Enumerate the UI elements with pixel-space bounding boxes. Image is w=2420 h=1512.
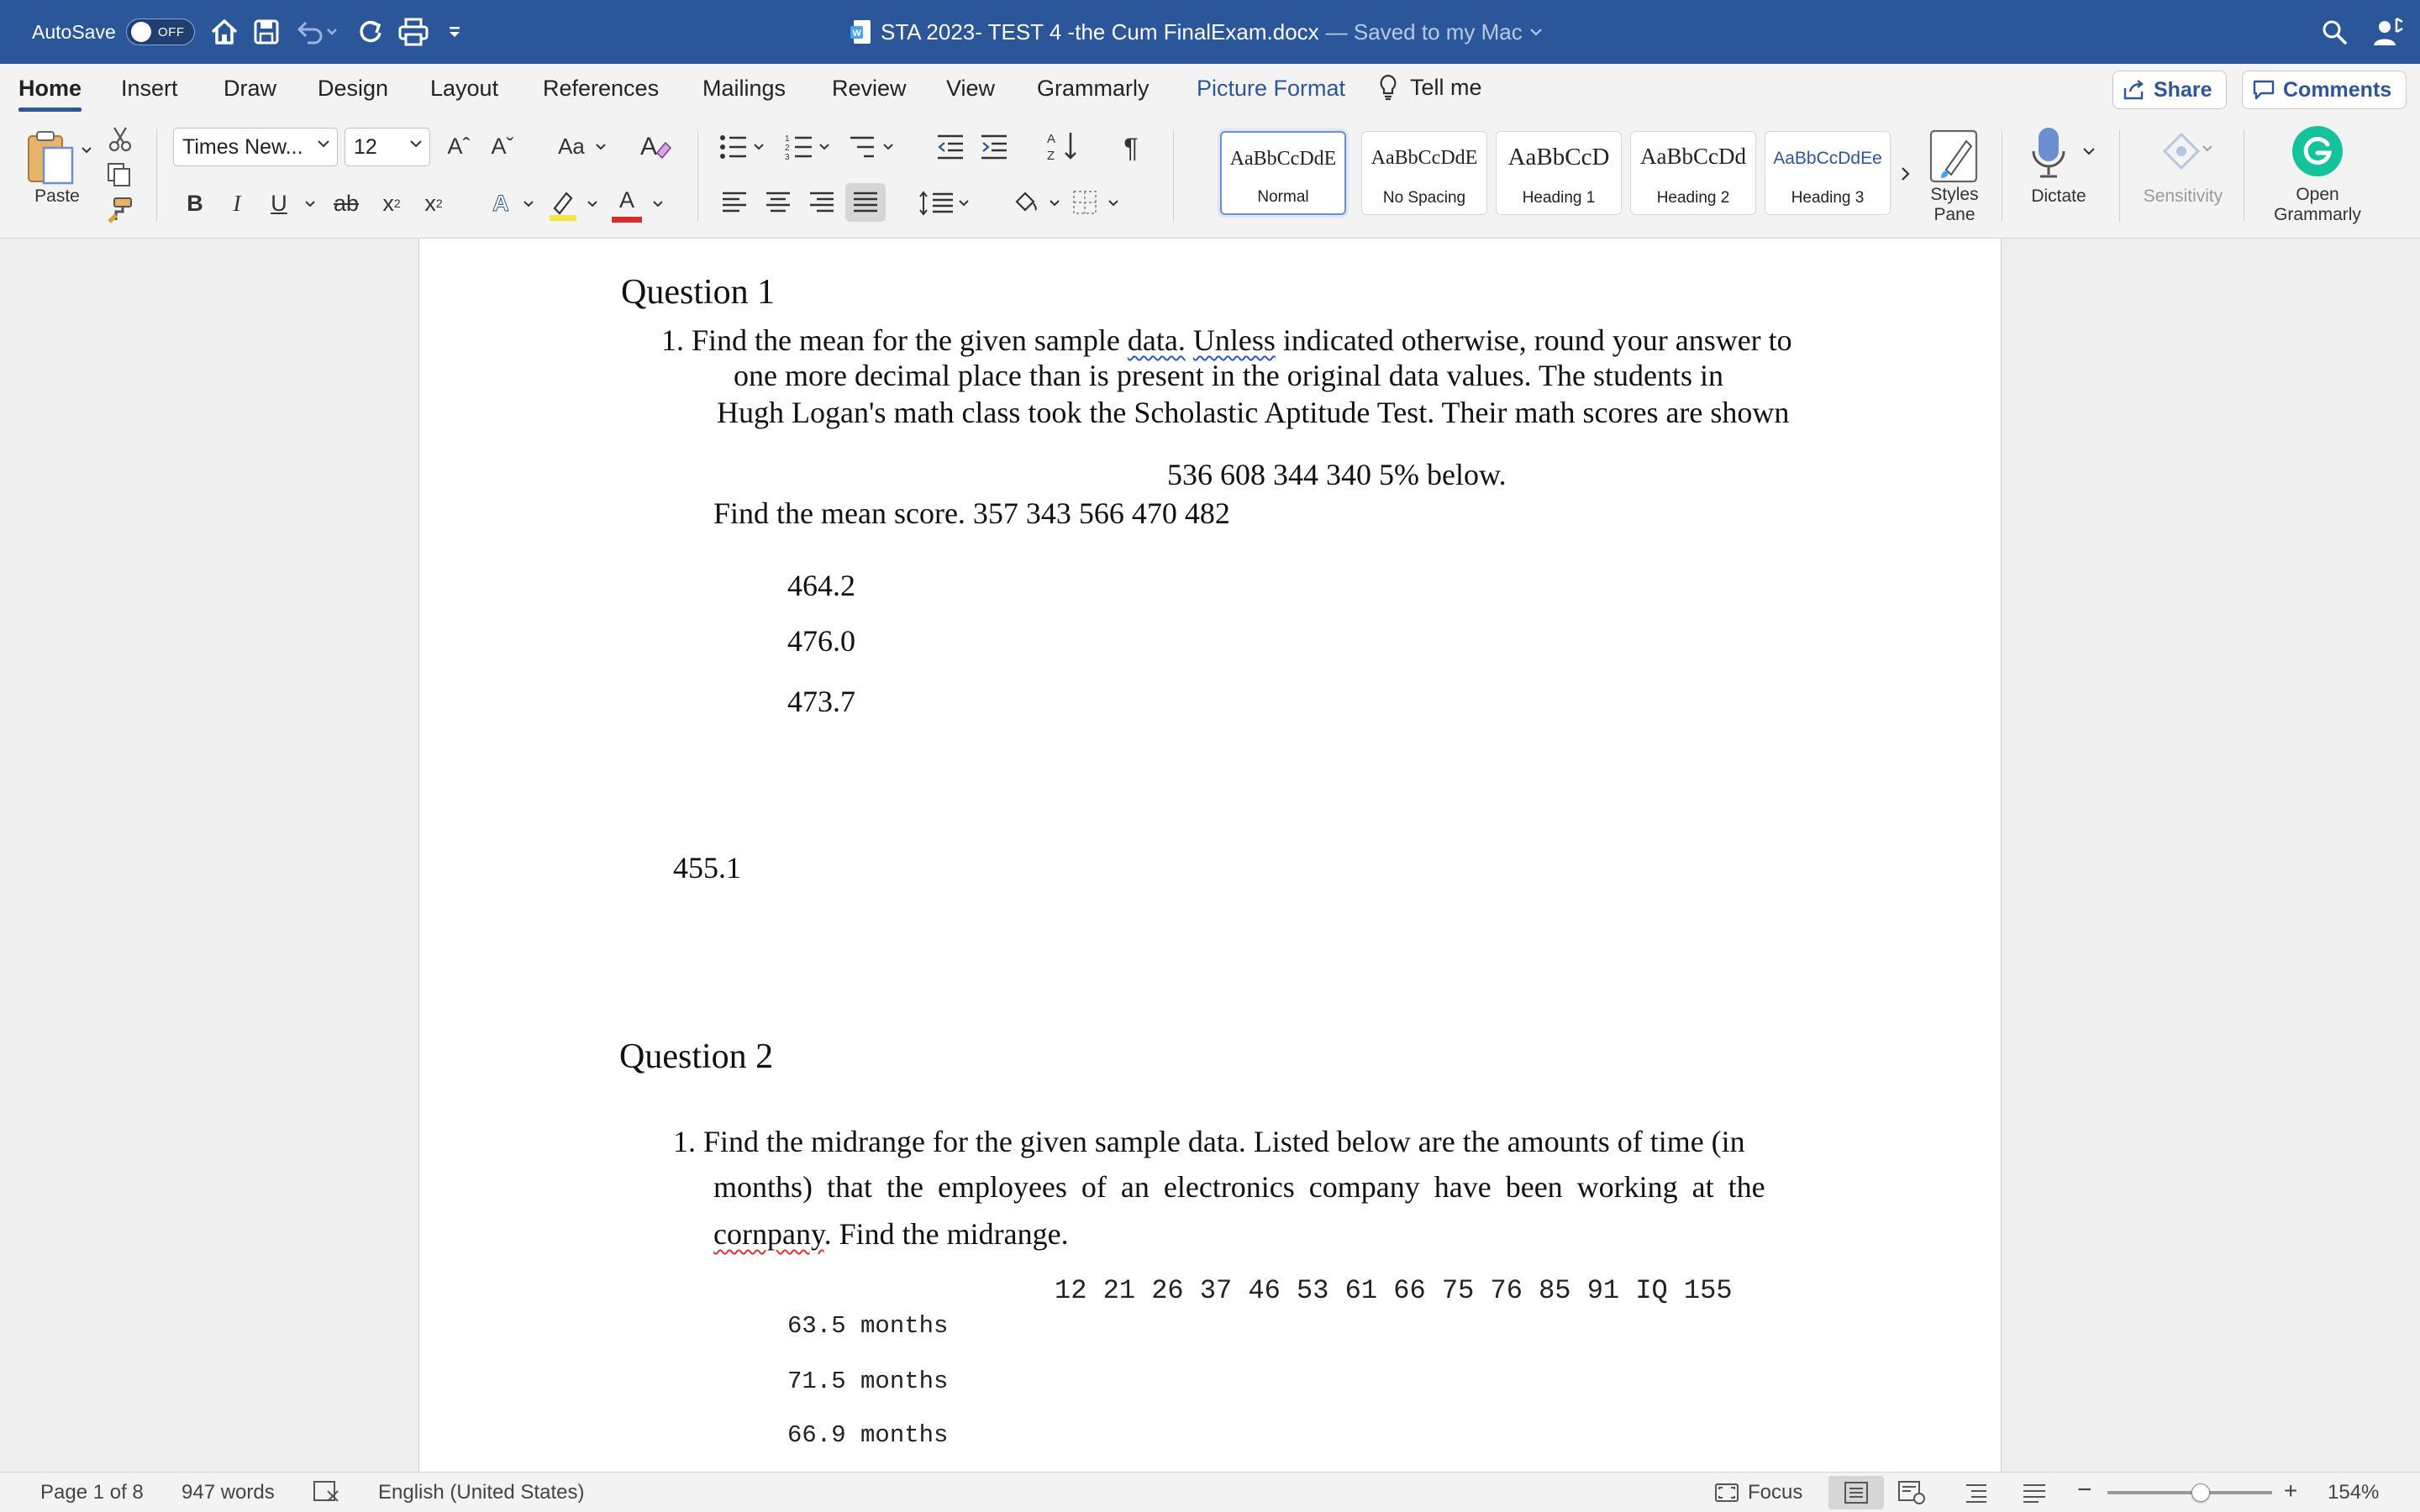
style-name: Heading 3: [1791, 189, 1865, 207]
toggle-knob: [131, 22, 151, 42]
grow-font-button[interactable]: Aˆ: [447, 133, 471, 159]
style-no-spacing[interactable]: [1361, 131, 1487, 215]
page-count[interactable]: Page 1 of 8: [40, 1481, 144, 1504]
styles-pane-label: [1912, 185, 1996, 225]
chevron-right-icon[interactable]: [1901, 166, 1911, 181]
tab-references[interactable]: References: [543, 76, 660, 101]
style-sample: AaBbCcD: [1507, 144, 1610, 171]
draft-icon: [2022, 1482, 2047, 1504]
draft-view[interactable]: [2007, 1476, 2062, 1509]
chevron-down-icon[interactable]: [652, 200, 664, 208]
text-effects-button[interactable]: A: [492, 190, 509, 216]
home-icon[interactable]: [210, 0, 239, 64]
grammarly-label-line: Grammarly: [2274, 205, 2361, 224]
autosave-state: OFF: [158, 24, 185, 39]
align-left-icon[interactable]: [721, 190, 748, 215]
separator: [156, 129, 157, 222]
share-icon: [2123, 80, 2145, 100]
ribbon-home: [0, 118, 2420, 239]
outline-view[interactable]: [1948, 1476, 2003, 1509]
question-2-option-b[interactable]: 71.5 months: [787, 1368, 949, 1395]
style-normal[interactable]: [1220, 131, 1346, 215]
font-size-value: 12: [354, 134, 377, 159]
multilevel-list-icon[interactable]: [849, 133, 899, 161]
question-1-option-a[interactable]: 464.2: [787, 569, 855, 602]
decrease-indent-icon[interactable]: [936, 133, 965, 161]
question-2-heading: Question 2: [619, 1037, 774, 1076]
borders-icon[interactable]: [1071, 188, 1124, 217]
tab-mailings[interactable]: Mailings: [702, 76, 786, 101]
align-right-icon[interactable]: [808, 190, 835, 215]
svg-text:2: 2: [785, 144, 790, 153]
format-painter-icon[interactable]: [106, 197, 133, 223]
chevron-down-icon[interactable]: [587, 200, 598, 208]
share-label: Share: [2154, 77, 2212, 102]
paste-label: Paste: [34, 186, 80, 206]
tab-grammarly[interactable]: Grammarly: [1037, 76, 1150, 101]
search-icon[interactable]: [2321, 0, 2348, 64]
tab-review[interactable]: Review: [832, 76, 907, 101]
style-heading-1[interactable]: [1496, 131, 1622, 215]
grammarly-icon: [2291, 124, 2344, 178]
web-layout-icon: [1897, 1480, 1926, 1505]
zoom-level[interactable]: 154%: [2328, 1481, 2380, 1504]
strikethrough-button[interactable]: ab: [333, 190, 360, 216]
customize-toolbar-icon[interactable]: [447, 0, 462, 64]
question-1-line-2: one more decimal place than is present in the original data values. The students in: [734, 359, 1723, 392]
highlight-icon[interactable]: [548, 188, 578, 222]
line-spacing-icon[interactable]: [919, 190, 975, 217]
question-1-line-1: [661, 323, 1792, 358]
superscript-button[interactable]: x 2: [424, 190, 443, 216]
question-1-option-c[interactable]: 473.7: [787, 685, 855, 718]
question-1-prompt: Find the mean score. 357 343 566 470 482: [713, 496, 1230, 530]
tell-me[interactable]: [1378, 74, 1482, 101]
styles-pane-label-line: Styles: [1930, 185, 1979, 204]
sensitivity-button[interactable]: [2156, 126, 2215, 176]
cut-icon[interactable]: [108, 126, 133, 153]
style-name: Normal: [1257, 188, 1309, 206]
grammarly-label: [2260, 185, 2375, 225]
question-2-line-1: 1. Find the midrange for the given sample data. Listed below are the amounts of time (in: [673, 1125, 1745, 1158]
undo-icon[interactable]: [296, 0, 339, 64]
save-status: — Saved to my Mac: [1325, 18, 1523, 45]
title-bar: [0, 0, 2420, 64]
chevron-down-icon: [409, 139, 423, 149]
sensitivity-label: Sensitivity: [2143, 186, 2223, 206]
change-case-button[interactable]: Aa: [558, 133, 585, 159]
word-count[interactable]: 947 words: [182, 1481, 275, 1504]
tab-layout[interactable]: Layout: [430, 76, 499, 101]
account-icon[interactable]: [2371, 0, 2405, 64]
chevron-down-icon[interactable]: [2082, 146, 2096, 156]
svg-text:3: 3: [785, 153, 790, 161]
text-run: indicated otherwise, round your answer to: [1275, 323, 1792, 357]
print-layout-view[interactable]: [1828, 1476, 1884, 1509]
proofing-icon[interactable]: [313, 1479, 341, 1504]
tab-view[interactable]: View: [946, 76, 996, 101]
redo-icon[interactable]: [356, 0, 385, 64]
question-1-line-3: Hugh Logan's math class took the Scholastic Aptitude Test. Their math scores are shown: [717, 396, 1790, 429]
question-2-data: 12 21 26 37 46 53 61 66 75 76 85 91 IQ 155: [1055, 1275, 1733, 1306]
comments-button[interactable]: [2242, 71, 2407, 109]
autosave-label: AutoSave: [32, 20, 116, 43]
question-2-option-c[interactable]: 66.9 months: [787, 1421, 949, 1449]
numbering-icon[interactable]: [785, 133, 835, 161]
question-2-line-3: [713, 1216, 1069, 1252]
doc-name: STA 2023- TEST 4 -the Cum FinalExam.docx: [881, 18, 1319, 45]
zoom-slider-thumb[interactable]: [2191, 1483, 2210, 1502]
separator: [1173, 129, 1174, 222]
grammarly-button[interactable]: [2291, 124, 2344, 178]
bold-button[interactable]: B: [187, 190, 203, 216]
styles-pane-label-line: Pane: [1933, 205, 1975, 224]
text-run: data.: [1127, 323, 1186, 357]
dictate-label: Dictate: [2031, 186, 2086, 206]
styles-pane-icon: [1929, 129, 1980, 183]
style-sample: AaBbCcDdEe: [1773, 149, 1882, 168]
style-name: Heading 1: [1522, 189, 1596, 207]
document-title: [850, 0, 1543, 64]
autosave-toggle[interactable]: [126, 18, 195, 45]
language[interactable]: English (United States): [378, 1481, 585, 1504]
font-color-button[interactable]: [612, 185, 642, 223]
chevron-down-icon[interactable]: [595, 143, 607, 151]
style-sample: AaBbCcDd: [1640, 144, 1746, 169]
style-name: Heading 2: [1656, 189, 1730, 207]
web-layout-view[interactable]: [1884, 1476, 1939, 1509]
style-sample: AaBbCcDdE: [1229, 148, 1337, 170]
styles-pane-button[interactable]: [1929, 129, 1980, 183]
sort-icon[interactable]: [1047, 129, 1081, 163]
justify-icon: [852, 190, 879, 215]
document-canvas[interactable]: [0, 239, 2420, 1472]
bullets-icon[interactable]: [719, 133, 770, 161]
justify-button[interactable]: [845, 183, 886, 222]
svg-text:Z: Z: [1047, 149, 1055, 163]
font-color-label: A: [618, 186, 634, 213]
underline-button[interactable]: U: [271, 190, 287, 216]
tab-draw[interactable]: Draw: [224, 76, 277, 101]
svg-text:A: A: [640, 133, 658, 160]
style-sample: AaBbCcDdE: [1370, 147, 1478, 169]
zoom-slider[interactable]: [2107, 1491, 2272, 1494]
align-center-icon[interactable]: [765, 190, 792, 215]
outline-icon: [1963, 1482, 1988, 1504]
chevron-down-icon[interactable]: [523, 200, 534, 208]
save-icon[interactable]: [254, 0, 279, 64]
question-1-heading: Question 1: [621, 273, 776, 312]
question-1-option-b[interactable]: 476.0: [787, 624, 855, 658]
paste-button[interactable]: [25, 129, 79, 185]
lightbulb-icon: [1378, 74, 1398, 101]
document-page[interactable]: [418, 239, 2002, 1472]
focus-button[interactable]: [1714, 1481, 1802, 1504]
svg-text:W: W: [852, 29, 861, 39]
subscript-label: x: [382, 190, 394, 216]
text-run: Unless: [1192, 323, 1276, 357]
comment-icon: [2253, 80, 2275, 100]
sensitivity-icon: [2156, 126, 2215, 176]
paste-options-chevron-icon[interactable]: [81, 146, 92, 155]
question-1-data: 536 608 344 340 5% below.: [1167, 458, 1507, 491]
print-layout-icon: [1844, 1481, 1869, 1504]
shading-icon[interactable]: [1012, 188, 1065, 217]
clear-formatting-icon[interactable]: [640, 131, 672, 161]
font-size-dropdown[interactable]: [345, 128, 430, 166]
separator: [2119, 129, 2120, 222]
chevron-down-icon[interactable]: [1529, 27, 1543, 37]
ribbon-tabs: [0, 64, 2420, 118]
comments-label: Comments: [2283, 77, 2392, 102]
font-name-value: Times New...: [182, 134, 303, 159]
dictate-button[interactable]: [2030, 126, 2067, 180]
style-heading-2[interactable]: [1630, 131, 1756, 215]
increase-indent-icon[interactable]: [980, 133, 1008, 161]
style-heading-3[interactable]: [1765, 131, 1891, 215]
svg-text:1: 1: [785, 134, 790, 144]
copy-icon[interactable]: [106, 161, 133, 188]
tab-picture-format[interactable]: Picture Format: [1197, 76, 1346, 101]
grammarly-label-line: Open: [2296, 185, 2339, 204]
question-2-option-a[interactable]: 63.5 months: [787, 1312, 949, 1340]
question-2-line-2: months) that the employees of an electronics company have been working at the: [713, 1170, 1765, 1204]
focus-icon: [1714, 1483, 1739, 1503]
tab-insert[interactable]: Insert: [121, 76, 178, 101]
text-run: [1186, 323, 1193, 357]
show-formatting-button[interactable]: ¶: [1123, 132, 1139, 163]
separator: [697, 129, 698, 222]
zoom-in-button[interactable]: +: [2284, 1478, 2298, 1504]
tell-me-label: Tell me: [1410, 74, 1482, 100]
microphone-icon: [2030, 126, 2067, 180]
share-button[interactable]: [2112, 71, 2227, 109]
chevron-down-icon: [317, 139, 330, 149]
text-run: . Find the midrange.: [823, 1217, 1069, 1251]
text-run: cornpany: [713, 1217, 824, 1251]
zoom-out-button[interactable]: −: [2077, 1476, 2092, 1504]
chevron-down-icon[interactable]: [304, 200, 316, 208]
tab-home[interactable]: Home: [18, 76, 82, 101]
status-bar: [0, 1472, 2420, 1512]
print-icon[interactable]: [398, 0, 429, 64]
clipboard-icon: [25, 129, 79, 185]
question-1-option-d[interactable]: 455.1: [673, 851, 741, 885]
tab-design[interactable]: Design: [318, 76, 389, 101]
word-doc-icon: [850, 19, 872, 45]
shrink-font-button[interactable]: Aˇ: [491, 133, 514, 159]
style-name: No Spacing: [1382, 189, 1466, 207]
focus-label: Focus: [1748, 1481, 1803, 1504]
subscript-button[interactable]: x 2: [382, 190, 401, 216]
italic-button[interactable]: I: [233, 190, 241, 216]
font-name-dropdown[interactable]: [173, 128, 338, 166]
text-run: 1. Find the mean for the given sample: [661, 323, 1128, 357]
superscript-label: x: [424, 190, 436, 216]
font-color-swatch: [612, 217, 642, 223]
svg-text:A: A: [1047, 132, 1056, 146]
